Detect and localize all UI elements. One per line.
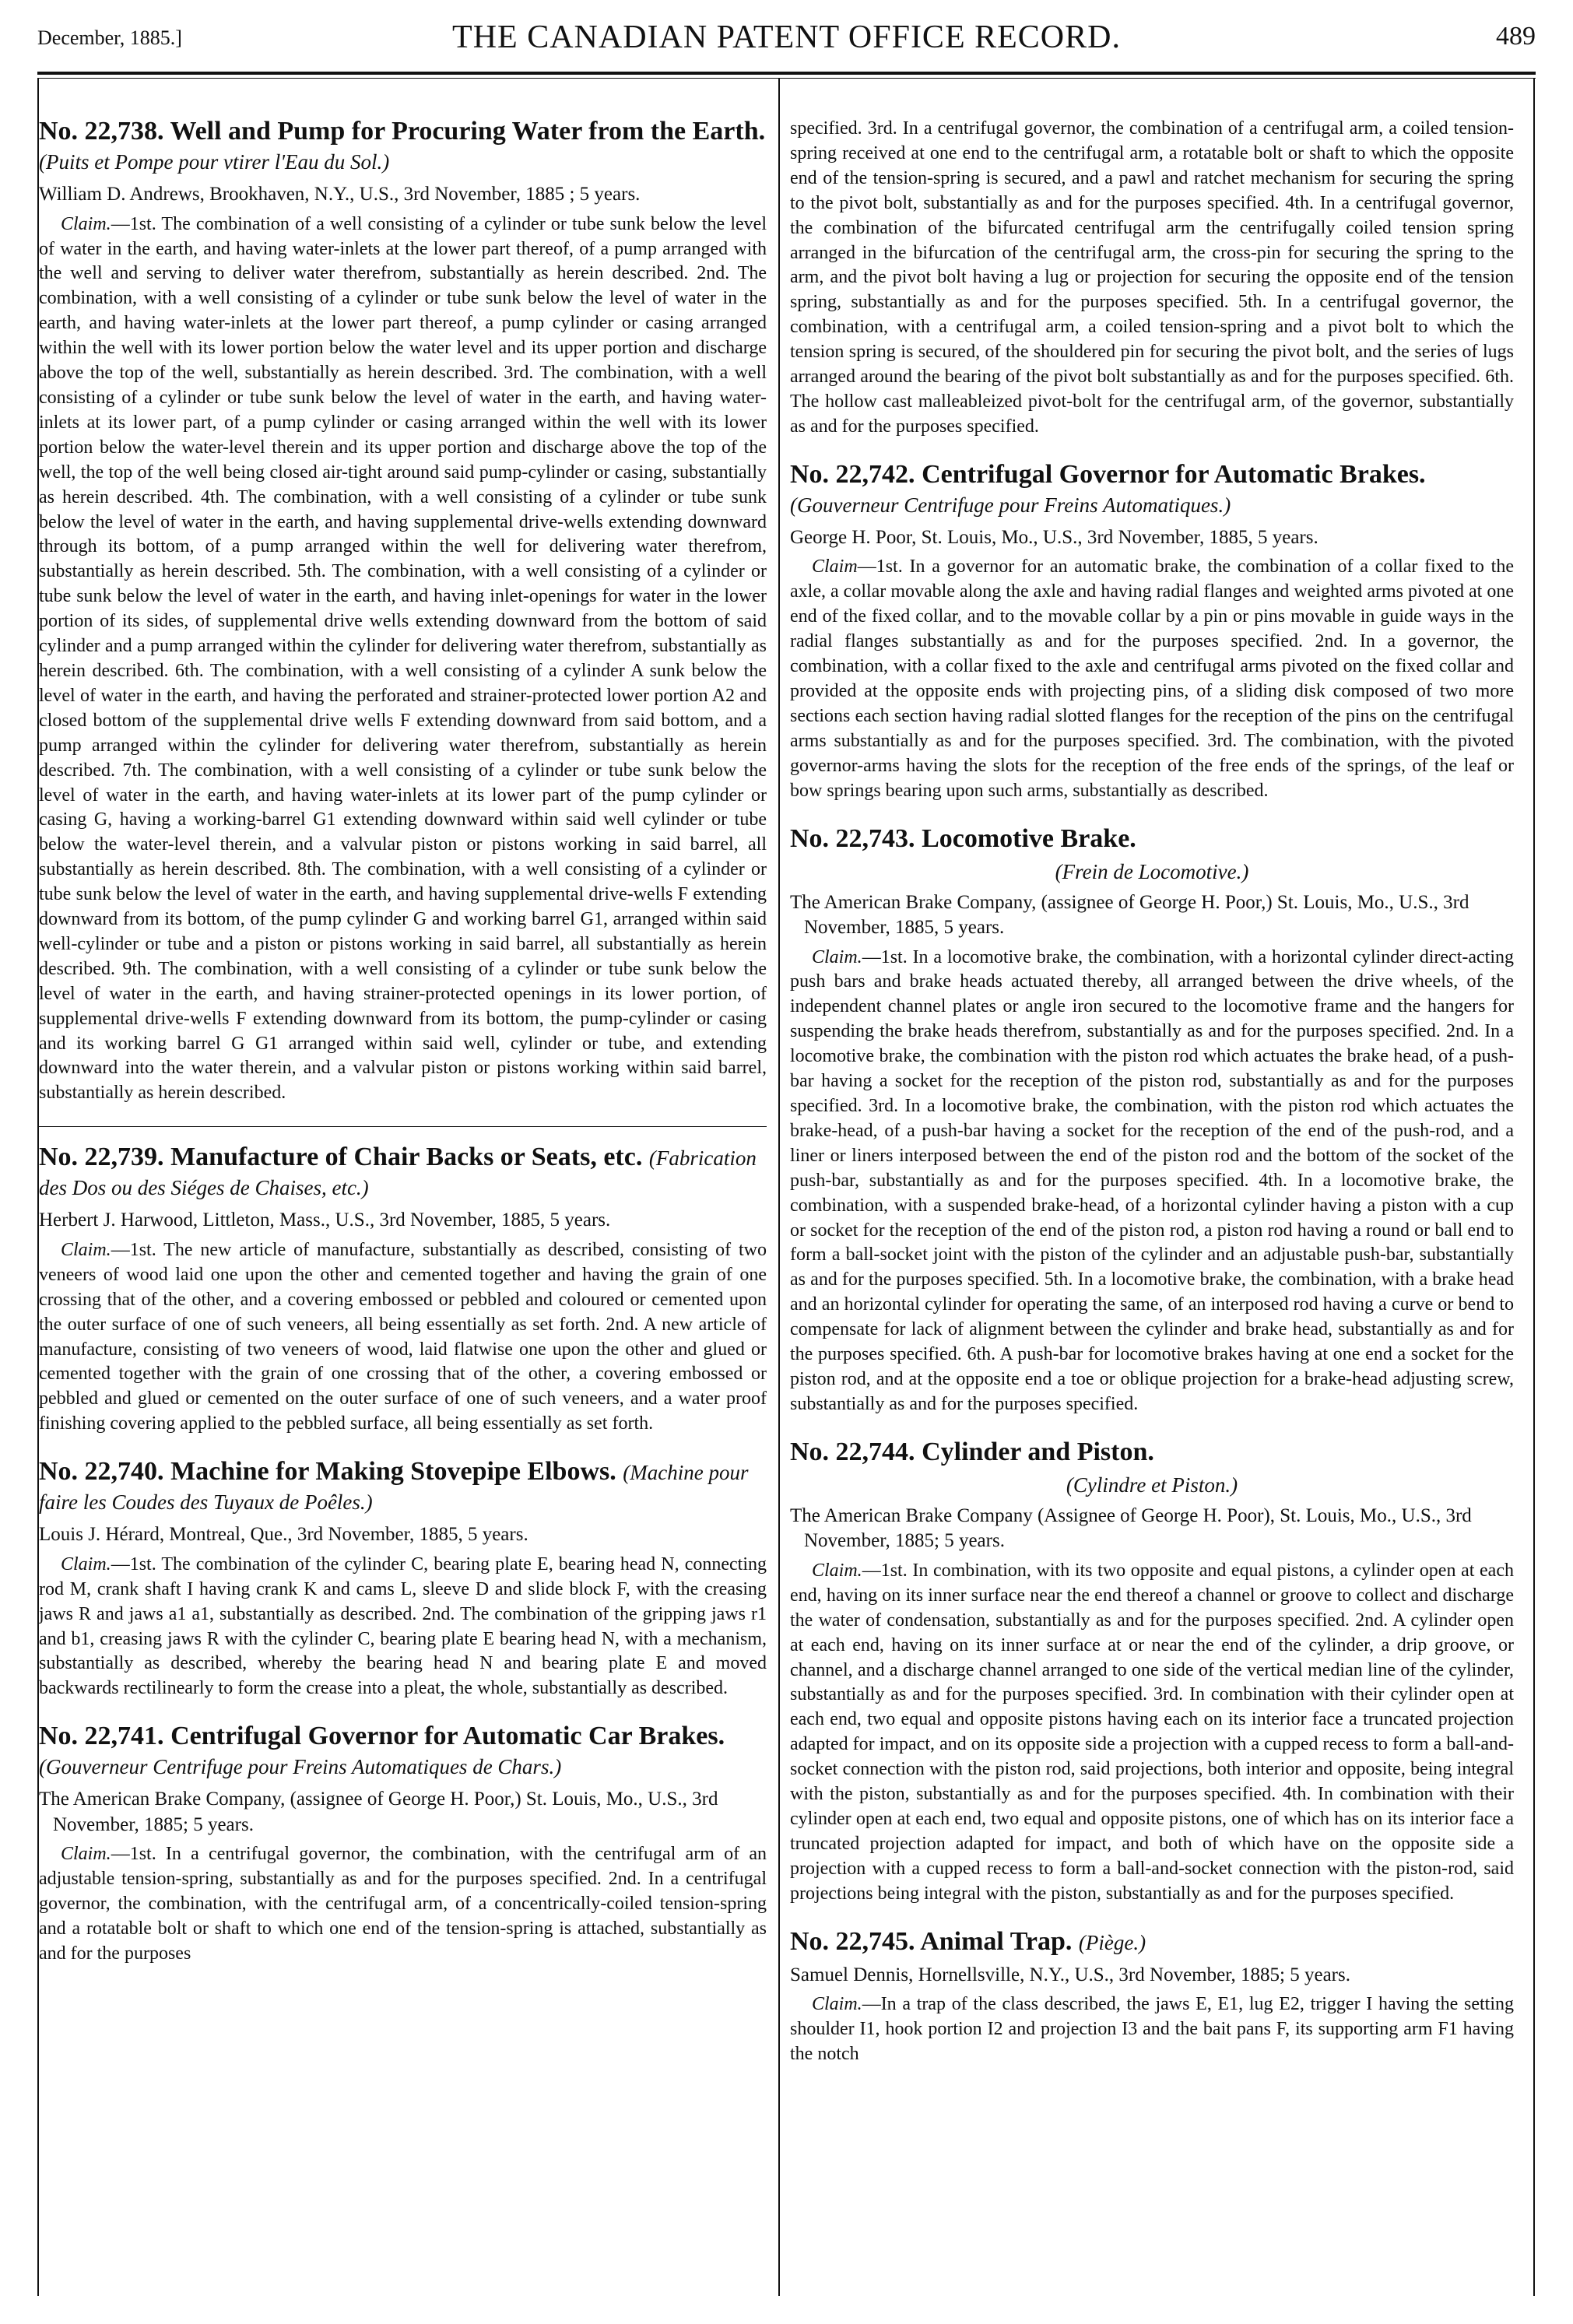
claim-label: Claim. [812, 1994, 862, 2015]
patent-french-title: (Cylindre et Piston.) [1066, 1473, 1238, 1497]
patent-number: No. 22,741. [39, 1722, 164, 1751]
patent-french-title: (Piège.) [1078, 1930, 1146, 1954]
patent-entry-22740 [39, 1457, 767, 1701]
patent-claim [790, 946, 1514, 1417]
patent-entry-22742 [790, 460, 1514, 804]
patent-title: Locomotive Brake. [922, 823, 1136, 853]
patent-number: No. 22,744. [790, 1437, 915, 1466]
page-number: 489 [1496, 22, 1536, 51]
patent-inventor: The American Brake Company, (assignee of George H. Poor,) St. Louis, Mo., U.S., 3rd November, 1885, 5 years. [790, 891, 1469, 939]
claim-label: Claim. [61, 1239, 111, 1260]
claim-label: Claim. [812, 1560, 862, 1581]
patent-french-title: (Puits et Pompe pour vtirer l'Eau du Sol.) [39, 150, 390, 174]
right-border [1533, 78, 1535, 2296]
claim-text: —1st. In a locomotive brake, the combination, with a horizontal cylinder direct-acting push bars and brake heads actuated thereby, all arranged between the drive wheels, of the independent channel plates or angle iron secured to the locomotive frame and the hangers for suspending the brake heads therefrom, substantially as and for the purposes specified. 2nd. In a locomotive brake, the combination with the piston rod which actuates the brake head, of a push-bar having a socket for the reception of the piston rod, substantially as and for the purposes specified. 3rd. In a locomotive brake, the combination, with the piston rod which actuates the brake-head, of a push-bar having a socket for the reception of the end of the push-rod, and a liner or liners interposed between the end of the piston rod and the bottom of the socket of the push-bar, substantially as and for the purposes specified. 4th. In a locomotive brake, the combination, with a suspended brake-head, of a horizontal cylinder having a piston with a cup or socket for the reception of the end of the piston rod, a piston rod having a round or ball end to form a ball-socket joint with the piston of the cylinder and an adjustable push-bar, substantially as and for the purposes specified. 5th. In a locomotive brake, the combination, with a brake head and an horizontal cylinder for operating the same, of an interposed rod having a curve or bend to compensate for lack of alignment between the cylinder and brake head, substantially as and for the purposes specified. 6th. A push-bar for locomotive brakes having at one end a socket for the piston rod, and at the opposite end a toe or oblique projection for a brake-head adjusting screw, substantially as and for the purposes specified. [790, 946, 1514, 1414]
claim-continuation: specified. 3rd. In a centrifugal governor, the combination of a centrifugal arm, a coiled tension-spring received at one end to the centrifugal arm, a rotatable bolt or shaft to which the opposite end of the tension-spring is secured, and a pawl and ratchet mechanism for securing the spring to the pivot bolt, substantially as and for the purposes specified. 4th. In a centrifugal governor, the combination of the bifurcated centrifugal arm the centrifugally coiled tension spring arranged in the bifurcation of the centrifugal arm, the cross-pin for securing the spring to the arm, and the pivot bolt having a lug or projection for securing the opposite end of the tension spring, substantially as and for the purposes specified. 5th. In a centrifugal governor, the combination, with a centrifugal arm, a coiled tension-spring and a pivot bolt to which the tension spring is secured, of the shouldered pin for securing the pivot bolt, and the series of lugs arranged around the bearing of the pivot bolt substantially as and for the purposes specified. 6th. The hollow cast malleableized pivot-bolt for the centrifugal arm, of the governor, substantially as and for the purposes specified. [790, 118, 1514, 437]
column-divider [778, 78, 780, 2296]
patent-title: Manufacture of Chair Backs or Seats, etc. [170, 1143, 643, 1172]
claim-text: —1st. The combination of the cylinder C, bearing plate E, bearing head N, connecting rod M, crank shaft I having crank K and cams L, sleeve D and slide block F, with the creasing jaws R and jaws a1 a1, substantially as described. 2nd. The combination of the gripping jaws r1 and b1, creasing jaws R with the cylinder C, bearing plate E bearing head N, with a mechanism, substantially as described, whereby the bearing head N and bearing plate E and moved backwards rectilinearly to form the crease into a pleat, the whole, substantially as described. [39, 1553, 767, 1699]
patent-title: Well and Pump for Procuring Water from the Earth. [170, 117, 766, 146]
patent-inventor: The American Brake Company (Assignee of George H. Poor), St. Louis, Mo., U.S., 3rd November, 1885; 5 years. [790, 1504, 1472, 1552]
claim-text: —1st. In a centrifugal governor, the combination, with the centrifugal arm of an adjustable tension-spring, substantially as and for the purposes specified. 2nd. In a centrifugal governor, the combination, with the centrifugal arm, of a concentrically-coiled tension-spring and a rotatable bolt or shaft to which one end of the tension-spring is attached, substantially as and for the purposes [39, 1844, 767, 1964]
claim-text: —1st. The new article of manufacture, substantially as described, consisting of two veneers of wood laid one upon the other and cemented together and having the grain of one crossing that of the other, and a covering embossed or pebbled and coloured or cemented upon the outer surface of one of such veneers, all being essentially as set forth. 2nd. A new article of manufacture, consisting of two veneers of wood, laid flatwise one upon the other and glued or cemented together with the grain of one crossing that of the other, a covering embossed or pebbled and glued or cemented on the outer surface of one of such veneers, and a water proof finishing covering applied to the pebbled surface, all being essentially as set forth. [39, 1239, 767, 1434]
patent-inventor: William D. Andrews, Brookhaven, N.Y., U.S., 3rd November, 1885 ; 5 years. [39, 184, 641, 205]
patent-title: Machine for Making Stovepipe Elbows. [170, 1457, 616, 1487]
page-header [37, 16, 1536, 62]
patent-number: No. 22,743. [790, 823, 915, 853]
patent-entry-22745 [790, 1927, 1514, 2067]
patent-number: No. 22,740. [39, 1457, 164, 1487]
patent-claim [39, 212, 767, 1107]
patent-inventor: Herbert J. Harwood, Littleton, Mass., U.S., 3rd November, 1885, 5 years. [39, 1209, 611, 1231]
patent-inventor: George H. Poor, St. Louis, Mo., U.S., 3rd November, 1885, 5 years. [790, 526, 1318, 548]
patent-french-title: (Frein de Locomotive.) [1055, 859, 1249, 883]
patent-french-title: (Machine pour faire les Coudes des Tuyaux de Poêles.) [39, 1461, 749, 1515]
claim-text: —1st. In a governor for an automatic brake, the combination of a collar fixed to the axle, a collar movable along the axle and having radial flanges and weighted arms pivoted at one end of the fixed collar, and to the movable collar by a pin or pins movable in guide ways in the radial flanges substantially as and for the purposes specified. 2nd. In a governor, the combination, with a collar fixed to the axle and centrifugal arms pivoted on the fixed collar and provided at the opposite ends with projecting pins, of a sliding disk composed of two more sections each section having radial slotted flanges for the reception of the pins on the centrifugal arms substantially as and for the purposes specified. 3rd. The combination, with the pivoted governor-arms having the slots for the reception of the free ends of the springs, of the leaf or bow springs bearing upon such arms, substantially as described. [790, 556, 1514, 801]
claim-label: Claim. [61, 1553, 111, 1574]
patent-claim [39, 1553, 767, 1701]
patent-entry-22741 [39, 1722, 767, 1967]
patent-entry-22744 [790, 1438, 1514, 1907]
patent-claim [790, 555, 1514, 803]
top-rule [37, 72, 1536, 75]
claim-label: Claim. [61, 213, 111, 234]
patent-french-title: (Fabrication des Dos ou des Siéges de Chaises, etc.) [39, 1146, 757, 1200]
header-title: THE CANADIAN PATENT OFFICE RECORD. [452, 19, 1121, 55]
right-column [790, 117, 1514, 2293]
patent-french-title: (Gouverneur Centrifuge pour Freins Automatiques.) [790, 493, 1231, 517]
patent-inventor: The American Brake Company, (assignee of George H. Poor,) St. Louis, Mo., U.S., 3rd November, 1885; 5 years. [39, 1789, 718, 1835]
patent-entry-22739 [39, 1143, 767, 1437]
patent-title: Centrifugal Governor for Automatic Car Brakes. [170, 1722, 725, 1751]
patent-inventor: Samuel Dennis, Hornellsville, N.Y., U.S., 3rd November, 1885; 5 years. [790, 1964, 1350, 1985]
patent-title: Animal Trap. [920, 1926, 1073, 1956]
entry-divider [39, 1126, 767, 1127]
top-rule-thin [37, 78, 1536, 79]
patent-entry-22738 [39, 117, 767, 1106]
claim-label: Claim [812, 556, 858, 577]
patent-title: Cylinder and Piston. [922, 1437, 1154, 1466]
patent-number: No. 22,738. [39, 117, 164, 146]
patent-claim [790, 1992, 1514, 2067]
patent-entry-22743 [790, 824, 1514, 1417]
patent-entry-22741-continued [790, 117, 1514, 440]
claim-label: Claim. [812, 946, 862, 967]
patent-inventor: Louis J. Hérard, Montreal, Que., 3rd November, 1885, 5 years. [39, 1524, 528, 1546]
patent-claim [39, 1842, 767, 1967]
patent-claim [790, 1559, 1514, 1907]
claim-text: —1st. The combination of a well consisting of a cylinder or tube sunk below the level of water in the earth, and having water-inlets at the lower part thereof, of a pump arranged with the well and serving to deliver water therefrom, substantially as herein described. 2nd. The combination, with a well consisting of a cylinder or tube sunk below the level of water in the earth, and having water-inlets at the lower part thereof, a pump cylinder or casing arranged within the well with its lower portion below the water level and its upper portion and discharge above the top of the well, substantially as herein described. 3rd. The combination, with a well consisting of a cylinder or tube sunk below the level of water in the earth, and having water-inlets at its lower part, of a pump cylinder or casing arranged within the well with its lower portion below the water-level therein and its upper portion and discharge above the top of the well, the top of the well being closed air-tight around said pump-cylinder or casing, substantially as herein described. 4th. The combination, with a well consisting of a cylinder or tube sunk below the level of water in the earth, and having supplemental drive-wells extending downward through its bottom, of a pump arranged within the well for delivering water therefrom, substantially as herein described. 5th. The combination, with a well consisting of a cylinder or tube sunk below the level of water in the earth, and having inlet-openings for water in the lower portion of its sides, of supplemental drive wells extending downward from the bottom of said cylinder and a pump arranged within the cylinder for delivering water therefrom, substantially as herein described. 6th. The combination, with a well consisting of a cylinder A sunk below the level of water in the earth, and having the perforated and strainer-protected lower portion A2 and closed bottom of the supplemental drive wells F extending downward from said bottom, and a pump arranged within the cylinder for delivering water therefrom, substantially as herein described. 7th. The combination, with a well consisting of a cylinder or tube sunk below the level of water in the earth, and having water-inlets at its lower part of the pump cylinder or casing G, having a working-barrel G1 extending downward within said well cylinder or tube below the water-level therein, and a valvular piston or pistons working in said barrel, all substantially as herein described. 8th. The combination, with a well consisting of a cylinder or tube sunk below the level of water in the earth, and having supplemental drive-wells F extending downward from its bottom, of the pump cylinder G and working barrel G1, arranged within said well-cylinder or tube and a piston or pistons working in said barrel, all substantially as herein described. 9th. The combination, with a well consisting of a cylinder or tube sunk below the level of water in the earth, and having strainer-protected openings in its lower portion, of supplemental drive-wells F extending downward from its bottom, the pump-cylinder or casing and its working barrel G G1 arranged within said well, cylinder or tube, and extending downward into the water therein, and a valvular piston or pistons working within said barrel, substantially as herein described. [39, 213, 767, 1104]
patent-number: No. 22,739. [39, 1143, 164, 1172]
patent-title: Centrifugal Governor for Automatic Brakes. [922, 459, 1426, 489]
patent-number: No. 22,742. [790, 459, 915, 489]
patent-claim [39, 1238, 767, 1437]
patent-french-title: (Gouverneur Centrifuge pour Freins Automatiques de Chars.) [39, 1755, 562, 1779]
claim-label: Claim. [61, 1844, 111, 1865]
left-column [39, 117, 767, 2293]
patent-number: No. 22,745. [790, 1926, 915, 1956]
header-date: December, 1885.] [37, 26, 182, 49]
claim-text: —1st. In combination, with its two opposite and equal pistons, a cylinder open at each end, having on its inner surface near the end thereof a channel or groove to collect and discharge the water of condensation, substantially as and for the purposes specified. 2nd. A cylinder open at each end, having on its inner surface at or near the end of the cylinder, a drip groove, or channel, and a discharge channel arranged to one side of the vertical median line of the cylinder, substantially as and for the purposes specified. 3rd. In combination with their cylinder open at each end, two equal and opposite pistons having each on its interior face a truncated projection adapted for impact, and on its opposite side a projection with a cupped recess to form a ball-and-socket connection with the piston rod, said projections, both interior and opposite, being integral with the piston, substantially as and for the purposes specified. 4th. In combination with their cylinder open at each end, two equal and opposite pistons, one of which has on its interior face a truncated projection adapted for impact, and both of which have on the opposite side a projection with a cupped recess to form a ball-and-socket connection with the piston-rod, said projections being integral with the piston, substantially as and for the purposes specified. [790, 1560, 1514, 1904]
claim-text: —In a trap of the class described, the jaws E, E1, lug E2, trigger I having the setting shoulder I1, hook portion I2 and projection I3 and the bait pans F, its supporting arm F1 having the notch [790, 1994, 1514, 2064]
